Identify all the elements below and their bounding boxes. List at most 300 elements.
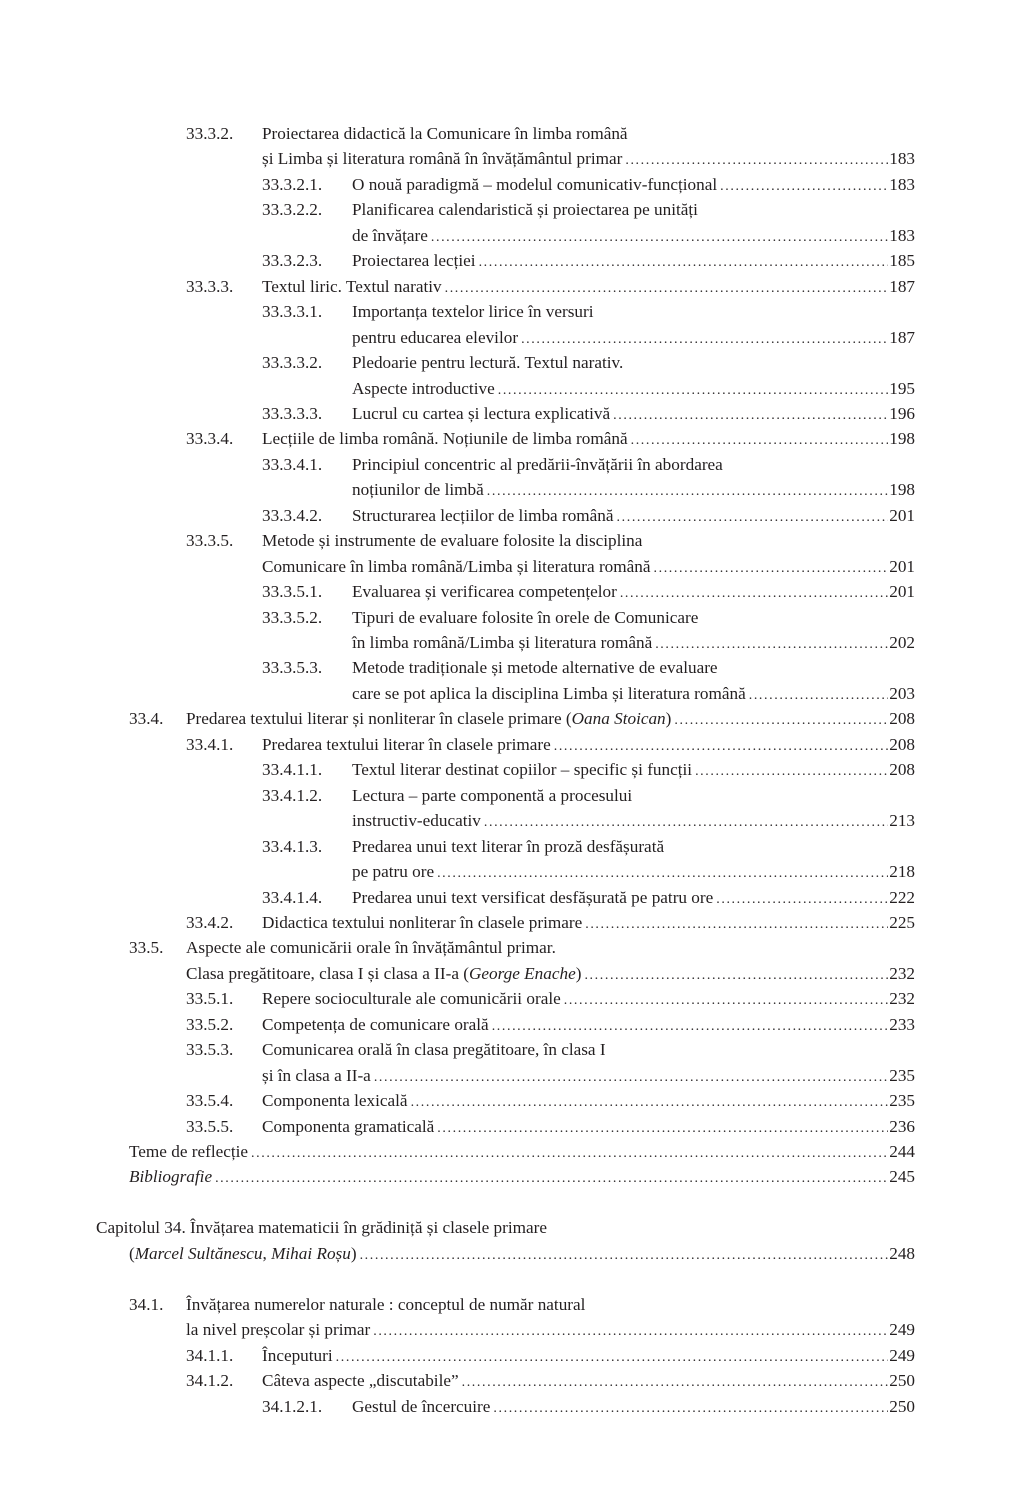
section-title-text bbox=[262, 986, 561, 1012]
entry-text-segment: Lectura – parte componentă a procesului bbox=[352, 785, 633, 805]
section-title bbox=[352, 1394, 915, 1422]
section-number: 33.3.5.3. bbox=[262, 658, 323, 678]
section-title bbox=[352, 579, 915, 607]
dot-leader bbox=[564, 988, 888, 1014]
section-title bbox=[186, 706, 915, 734]
section-title-text bbox=[352, 477, 484, 503]
toc-line bbox=[0, 477, 1024, 503]
section-title-text bbox=[262, 1063, 371, 1089]
dot-leader bbox=[492, 1014, 889, 1040]
entry-text-segment: Gestul de încercuire bbox=[352, 1396, 491, 1416]
section-title bbox=[262, 1063, 915, 1091]
section-number: 34.1.2.1. bbox=[262, 1396, 323, 1416]
toc-line bbox=[0, 452, 1024, 478]
entry-text-segment: Câteva aspecte „discutabile” bbox=[262, 1371, 459, 1391]
page-number[interactable]: 198 bbox=[889, 429, 915, 449]
entry-text-segment: Principiul concentric al predării-învățării în abordarea bbox=[352, 454, 723, 474]
section-title bbox=[262, 426, 915, 454]
section-title-text bbox=[352, 630, 652, 656]
section-number: 33.5.2. bbox=[186, 1014, 234, 1034]
toc-line bbox=[0, 325, 1024, 351]
entry-text-segment: Predarea unui text literar în proză desfășurată bbox=[352, 836, 665, 856]
entry-text-segment: pe patru ore bbox=[352, 862, 435, 882]
section-title-text bbox=[352, 172, 717, 198]
dot-leader bbox=[336, 1345, 889, 1371]
toc-line bbox=[0, 605, 1024, 631]
section-title bbox=[262, 732, 915, 760]
toc-line bbox=[0, 223, 1024, 249]
page-number[interactable]: 218 bbox=[889, 862, 915, 882]
entry-text-segment: Capitolul 34. Învățarea matematicii în grădiniță și clasele primare bbox=[96, 1218, 548, 1238]
entry-text-segment: Textul liric. Textul narativ bbox=[262, 276, 442, 296]
section-title-text bbox=[262, 1037, 606, 1063]
entry-text-segment: Metode și instrumente de evaluare folosite la disciplina bbox=[262, 531, 643, 551]
page-number[interactable]: 201 bbox=[889, 505, 915, 525]
section-number: 33.3.2.3. bbox=[262, 251, 323, 271]
section-number: 33.4.2. bbox=[186, 912, 234, 932]
section-title-text bbox=[262, 528, 642, 554]
author-name: Bibliografie bbox=[129, 1167, 213, 1187]
toc-line bbox=[0, 961, 1024, 987]
toc-line bbox=[0, 248, 1024, 274]
entry-text-segment: Aspecte introductive bbox=[352, 378, 495, 398]
dot-leader bbox=[584, 963, 888, 989]
section-title-text bbox=[352, 401, 610, 427]
section-title bbox=[352, 376, 915, 404]
section-title bbox=[262, 554, 915, 582]
section-title-text bbox=[352, 248, 476, 274]
page-number[interactable]: 225 bbox=[889, 912, 915, 932]
section-title-text bbox=[352, 783, 632, 809]
section-title bbox=[262, 1088, 915, 1116]
section-number: 33.4.1.3. bbox=[262, 836, 323, 856]
entry-text-segment: ) bbox=[350, 1243, 357, 1263]
toc-line bbox=[0, 986, 1024, 1012]
toc-line bbox=[0, 706, 1024, 732]
page-number[interactable]: 249 bbox=[889, 1320, 915, 1340]
dot-leader bbox=[251, 1141, 888, 1167]
section-title-text bbox=[262, 1114, 434, 1140]
section-number: 33.3.5.2. bbox=[262, 607, 323, 627]
page-number[interactable]: 187 bbox=[889, 276, 915, 296]
toc-line bbox=[0, 1088, 1024, 1114]
section-title bbox=[129, 1139, 915, 1167]
section-title-text bbox=[186, 1317, 370, 1343]
section-title bbox=[352, 681, 915, 709]
section-number: 33.5.1. bbox=[186, 989, 234, 1009]
page-number[interactable]: 235 bbox=[889, 1065, 915, 1085]
section-number: 33.3.3.3. bbox=[262, 403, 323, 423]
section-title-text bbox=[352, 197, 698, 223]
entry-text-segment: Didactica textului nonliterar în clasele primare bbox=[262, 912, 583, 932]
section-title bbox=[262, 986, 915, 1014]
section-number: 33.4.1.2. bbox=[262, 785, 323, 805]
toc-line bbox=[0, 1164, 1024, 1190]
section-title bbox=[262, 1343, 915, 1371]
entry-text-segment: Componenta lexicală bbox=[262, 1091, 408, 1111]
section-number: 33.4.1.4. bbox=[262, 887, 323, 907]
dot-leader bbox=[674, 708, 888, 734]
toc-line bbox=[0, 808, 1024, 834]
toc-line bbox=[0, 274, 1024, 300]
section-number: 33.3.5.1. bbox=[262, 582, 323, 602]
page-number[interactable]: 201 bbox=[889, 556, 915, 576]
section-number: 33.4.1.1. bbox=[262, 760, 323, 780]
entry-text-segment: Competența de comunicare orală bbox=[262, 1014, 489, 1034]
section-title-text bbox=[262, 554, 651, 580]
author-name: Marcel Sultănescu bbox=[134, 1243, 263, 1263]
toc-line bbox=[0, 732, 1024, 758]
section-title bbox=[129, 1164, 915, 1192]
section-title-text bbox=[352, 579, 617, 605]
entry-text-segment: O nouă paradigmă – modelul comunicativ-funcțional bbox=[352, 174, 718, 194]
section-title-text bbox=[129, 1241, 357, 1267]
section-title bbox=[262, 1037, 606, 1063]
section-title bbox=[262, 1368, 915, 1396]
entry-text-segment: pentru educarea elevilor bbox=[352, 327, 519, 347]
section-title-text bbox=[352, 681, 746, 707]
section-number: 33.5. bbox=[129, 938, 164, 958]
toc-line bbox=[0, 834, 1024, 860]
dot-leader bbox=[487, 479, 888, 505]
dot-leader bbox=[360, 1243, 889, 1269]
toc-line bbox=[0, 1368, 1024, 1394]
entry-text-segment: Începuturi bbox=[262, 1345, 333, 1365]
dot-leader bbox=[613, 403, 888, 429]
dot-leader bbox=[631, 428, 889, 454]
toc-line bbox=[0, 859, 1024, 885]
section-title-text bbox=[352, 1394, 490, 1420]
section-title-text bbox=[352, 808, 481, 834]
entry-text-segment: Tipuri de evaluare folosite în orele de Comunicare bbox=[352, 607, 699, 627]
toc-line bbox=[0, 121, 1024, 147]
section-title bbox=[352, 503, 915, 531]
dot-leader bbox=[411, 1090, 889, 1116]
dot-leader bbox=[655, 632, 888, 658]
entry-text-segment: Învățarea numerelor naturale : conceptul de număr natural bbox=[186, 1294, 586, 1314]
toc-line bbox=[0, 655, 1024, 681]
toc-line bbox=[0, 528, 1024, 554]
section-title bbox=[186, 961, 915, 989]
section-title-text bbox=[352, 859, 434, 885]
section-title-text bbox=[352, 376, 495, 402]
toc-line bbox=[0, 1215, 1024, 1241]
entry-text-segment: și Limba și literatura română în învățământul primar bbox=[262, 149, 623, 169]
entry-text-segment: , bbox=[262, 1243, 272, 1263]
toc-line bbox=[0, 1317, 1024, 1343]
entry-text-segment: Metode tradiționale și metode alternative de evaluare bbox=[352, 658, 718, 678]
page-number[interactable]: 202 bbox=[889, 633, 915, 652]
section-title-text bbox=[262, 1343, 333, 1369]
section-number: 33.3.2.1. bbox=[262, 174, 323, 194]
entry-text-segment: ) bbox=[575, 963, 582, 983]
dot-leader bbox=[374, 1065, 888, 1091]
section-title-text bbox=[352, 223, 428, 249]
section-title bbox=[352, 325, 915, 353]
page-number[interactable]: 232 bbox=[889, 963, 915, 983]
entry-text-segment: Repere socioculturale ale comunicării orale bbox=[262, 989, 561, 1009]
section-number: 33.4.1. bbox=[186, 734, 234, 754]
page-number[interactable]: 185 bbox=[889, 251, 915, 271]
dot-leader bbox=[215, 1166, 888, 1192]
section-title-text bbox=[186, 706, 671, 732]
section-title bbox=[352, 197, 698, 223]
dot-leader bbox=[479, 250, 889, 276]
section-title bbox=[262, 1012, 915, 1040]
dot-leader bbox=[437, 861, 888, 887]
entry-text-segment: Lucrul cu cartea și lectura explicativă bbox=[352, 403, 611, 423]
section-title-text bbox=[262, 426, 628, 452]
section-title bbox=[262, 1114, 915, 1142]
dot-leader bbox=[498, 378, 889, 404]
section-number: 33.3.5. bbox=[186, 531, 234, 551]
section-title-text bbox=[352, 350, 623, 376]
page-number[interactable]: 195 bbox=[889, 378, 915, 398]
section-title bbox=[262, 274, 915, 302]
entry-text-segment: și în clasa a II-a bbox=[262, 1065, 371, 1085]
entry-text-segment: Predarea textului literar în clasele primare bbox=[262, 734, 551, 754]
section-number: 33.3.4. bbox=[186, 429, 234, 449]
section-number: 33.3.3. bbox=[186, 276, 234, 296]
dot-leader bbox=[720, 174, 888, 200]
section-title bbox=[129, 1241, 915, 1269]
toc-line bbox=[0, 1063, 1024, 1089]
toc-line bbox=[0, 554, 1024, 580]
page-number[interactable]: 249 bbox=[889, 1345, 915, 1365]
page-number[interactable]: 232 bbox=[889, 989, 915, 1009]
section-title-text bbox=[262, 1088, 408, 1114]
page-number[interactable]: 208 bbox=[889, 760, 915, 780]
section-title bbox=[352, 477, 915, 505]
section-title bbox=[262, 121, 628, 147]
toc-line bbox=[0, 1343, 1024, 1369]
entry-text-segment: Proiectarea didactică la Comunicare în limba română bbox=[262, 124, 628, 143]
dot-leader bbox=[431, 225, 888, 251]
dot-leader bbox=[437, 1116, 888, 1142]
section-title-text bbox=[352, 885, 713, 911]
entry-text-segment: ( bbox=[129, 1243, 135, 1263]
section-number: 33.5.4. bbox=[186, 1091, 234, 1111]
section-title bbox=[352, 299, 594, 325]
entry-text-segment: Textul literar destinat copiilor – specific și funcții bbox=[352, 760, 693, 780]
entry-text-segment: Proiectarea lecției bbox=[352, 251, 476, 271]
dot-leader bbox=[654, 556, 889, 582]
section-title-text bbox=[129, 1164, 212, 1190]
dot-leader bbox=[695, 759, 888, 785]
toc-line bbox=[0, 1292, 1024, 1318]
toc-line bbox=[0, 350, 1024, 376]
section-number: 33.5.3. bbox=[186, 1040, 234, 1060]
dot-leader bbox=[484, 810, 888, 836]
section-title-text bbox=[262, 1012, 489, 1038]
section-number: 34.1.1. bbox=[186, 1345, 234, 1365]
section-title bbox=[352, 783, 632, 809]
entry-text-segment: Predarea unui text versificat desfășurată pe patru ore bbox=[352, 887, 714, 907]
toc-line bbox=[0, 426, 1024, 452]
page-number[interactable]: 203 bbox=[889, 683, 915, 703]
entry-text-segment: Comunicare în limba română/Limba și literatura română bbox=[262, 556, 651, 576]
toc-line bbox=[0, 197, 1024, 223]
toc-line bbox=[0, 299, 1024, 325]
entry-text-segment: Componenta gramaticală bbox=[262, 1116, 435, 1136]
entry-text-segment: Predarea textului literar și nonliterar în clasele primare ( bbox=[186, 709, 572, 729]
entry-text-segment: Aspecte ale comunicării orale în învățământul primar. bbox=[186, 938, 556, 958]
toc-line bbox=[0, 401, 1024, 427]
section-title-text bbox=[352, 299, 594, 325]
section-title-text bbox=[352, 605, 698, 631]
section-title bbox=[352, 452, 723, 478]
entry-text-segment: Lecțiile de limba română. Noțiunile de limba română bbox=[262, 429, 628, 449]
section-title bbox=[352, 172, 915, 200]
page-number[interactable]: 250 bbox=[889, 1371, 915, 1391]
toc-line bbox=[0, 630, 1024, 656]
toc-line bbox=[0, 757, 1024, 783]
page-number[interactable]: 250 bbox=[889, 1396, 915, 1416]
page-number[interactable]: 233 bbox=[889, 1014, 915, 1034]
section-title bbox=[352, 401, 915, 429]
section-title bbox=[352, 834, 664, 860]
section-title bbox=[352, 859, 915, 887]
section-title-text bbox=[262, 274, 442, 300]
section-number: 34.1.2. bbox=[186, 1371, 234, 1391]
section-title-text bbox=[262, 732, 551, 758]
section-title bbox=[352, 757, 915, 785]
dot-leader bbox=[716, 887, 888, 913]
page-number[interactable]: 183 bbox=[889, 149, 915, 169]
page-number[interactable]: 183 bbox=[889, 174, 915, 194]
page-number[interactable]: 183 bbox=[889, 225, 915, 245]
entry-text-segment: Evaluarea și verificarea competențelor bbox=[352, 582, 617, 602]
dot-leader bbox=[617, 505, 889, 531]
author-name: Mihai Roșu bbox=[271, 1243, 351, 1263]
page-number[interactable]: 187 bbox=[889, 327, 915, 347]
section-number: 33.3.2.2. bbox=[262, 200, 323, 220]
section-title bbox=[352, 248, 915, 276]
section-title bbox=[352, 630, 915, 658]
dot-leader bbox=[521, 327, 888, 353]
section-title bbox=[352, 350, 623, 376]
section-title-text bbox=[352, 757, 692, 783]
toc-line bbox=[0, 910, 1024, 936]
page-number[interactable]: 245 bbox=[889, 1167, 915, 1187]
toc-line bbox=[0, 146, 1024, 172]
toc-line bbox=[0, 579, 1024, 605]
section-title bbox=[352, 808, 915, 836]
dot-leader bbox=[554, 734, 889, 760]
section-number: 34.1. bbox=[129, 1294, 164, 1314]
section-number: 33.3.3.2. bbox=[262, 353, 323, 373]
toc-line bbox=[0, 1037, 1024, 1063]
page-number[interactable]: 198 bbox=[889, 480, 915, 500]
dot-leader bbox=[493, 1396, 888, 1422]
author-name: Oana Stoican bbox=[571, 709, 666, 729]
dot-leader bbox=[373, 1319, 888, 1345]
page-number[interactable]: 235 bbox=[889, 1091, 915, 1111]
section-title bbox=[352, 885, 915, 913]
page-number[interactable]: 213 bbox=[889, 811, 915, 831]
dot-leader bbox=[585, 912, 888, 938]
section-title bbox=[186, 1317, 915, 1345]
section-title bbox=[262, 910, 915, 938]
section-title-text bbox=[129, 1139, 248, 1165]
entry-text-segment: Structurarea lecțiilor de limba română bbox=[352, 505, 614, 525]
toc-line bbox=[0, 885, 1024, 911]
page-number[interactable]: 208 bbox=[889, 734, 915, 754]
section-title-text bbox=[262, 1368, 459, 1394]
entry-text-segment: Planificarea calendaristică și proiectarea pe unități bbox=[352, 200, 698, 220]
section-title bbox=[96, 1215, 547, 1241]
section-title-text bbox=[262, 121, 628, 147]
section-title-text bbox=[262, 910, 582, 936]
toc-line bbox=[0, 681, 1024, 707]
section-title bbox=[352, 605, 698, 631]
toc-line bbox=[0, 1114, 1024, 1140]
page-number[interactable]: 196 bbox=[889, 403, 915, 423]
toc-line bbox=[0, 783, 1024, 809]
page-number[interactable]: 201 bbox=[889, 582, 915, 602]
entry-text-segment: în limba română/Limba și literatura română bbox=[352, 633, 653, 652]
section-title-text bbox=[262, 146, 622, 172]
dot-leader bbox=[749, 683, 889, 709]
section-title-text bbox=[352, 503, 614, 529]
dot-leader bbox=[462, 1370, 889, 1396]
dot-leader bbox=[625, 148, 888, 174]
toc-line bbox=[0, 1394, 1024, 1420]
page-number[interactable]: 208 bbox=[889, 709, 915, 729]
author-name: George Enache bbox=[468, 963, 576, 983]
entry-text-segment: care se pot aplica la disciplina Limba și literatura română bbox=[352, 683, 746, 703]
section-title bbox=[186, 1292, 585, 1318]
section-title-text bbox=[352, 452, 723, 478]
entry-text-segment: Importanța textelor lirice în versuri bbox=[352, 302, 594, 322]
section-title-text bbox=[186, 961, 581, 987]
section-title-text bbox=[352, 655, 718, 681]
dot-leader bbox=[620, 581, 888, 607]
toc-line bbox=[0, 503, 1024, 529]
section-title bbox=[262, 146, 915, 174]
dot-leader bbox=[445, 276, 889, 302]
section-title bbox=[352, 223, 915, 251]
entry-text-segment: instructiv-educativ bbox=[352, 811, 481, 831]
page-number[interactable]: 236 bbox=[889, 1116, 915, 1136]
page-number[interactable]: 222 bbox=[889, 887, 915, 907]
toc-line bbox=[0, 1012, 1024, 1038]
entry-text-segment: Teme de reflecție bbox=[129, 1142, 249, 1161]
section-title-text bbox=[186, 935, 556, 961]
entry-text-segment: Comunicarea orală în clasa pregătitoare, în clasa I bbox=[262, 1040, 606, 1060]
entry-text-segment: de învățare bbox=[352, 225, 428, 245]
page-number[interactable]: 244 bbox=[889, 1142, 915, 1161]
page-number[interactable]: 248 bbox=[889, 1243, 915, 1263]
entry-text-segment: Clasa pregătitoare, clasa I și clasa a II-a ( bbox=[186, 963, 469, 983]
section-title bbox=[186, 935, 556, 961]
section-title bbox=[262, 528, 642, 554]
toc-line bbox=[0, 1139, 1024, 1165]
section-number: 33.5.5. bbox=[186, 1116, 234, 1136]
section-title-text bbox=[186, 1292, 585, 1318]
entry-text-segment: la nivel preșcolar și primar bbox=[186, 1320, 371, 1340]
section-title bbox=[352, 655, 718, 681]
section-number: 33.3.4.1. bbox=[262, 454, 323, 474]
toc-line bbox=[0, 1241, 1024, 1267]
section-number: 33.4. bbox=[129, 709, 164, 729]
section-number: 33.3.4.2. bbox=[262, 505, 323, 525]
section-title-text bbox=[352, 325, 518, 351]
toc-line bbox=[0, 935, 1024, 961]
toc-line bbox=[0, 172, 1024, 198]
entry-text-segment: Pledoarie pentru lectură. Textul narativ. bbox=[352, 353, 624, 373]
section-title-text bbox=[352, 834, 664, 860]
